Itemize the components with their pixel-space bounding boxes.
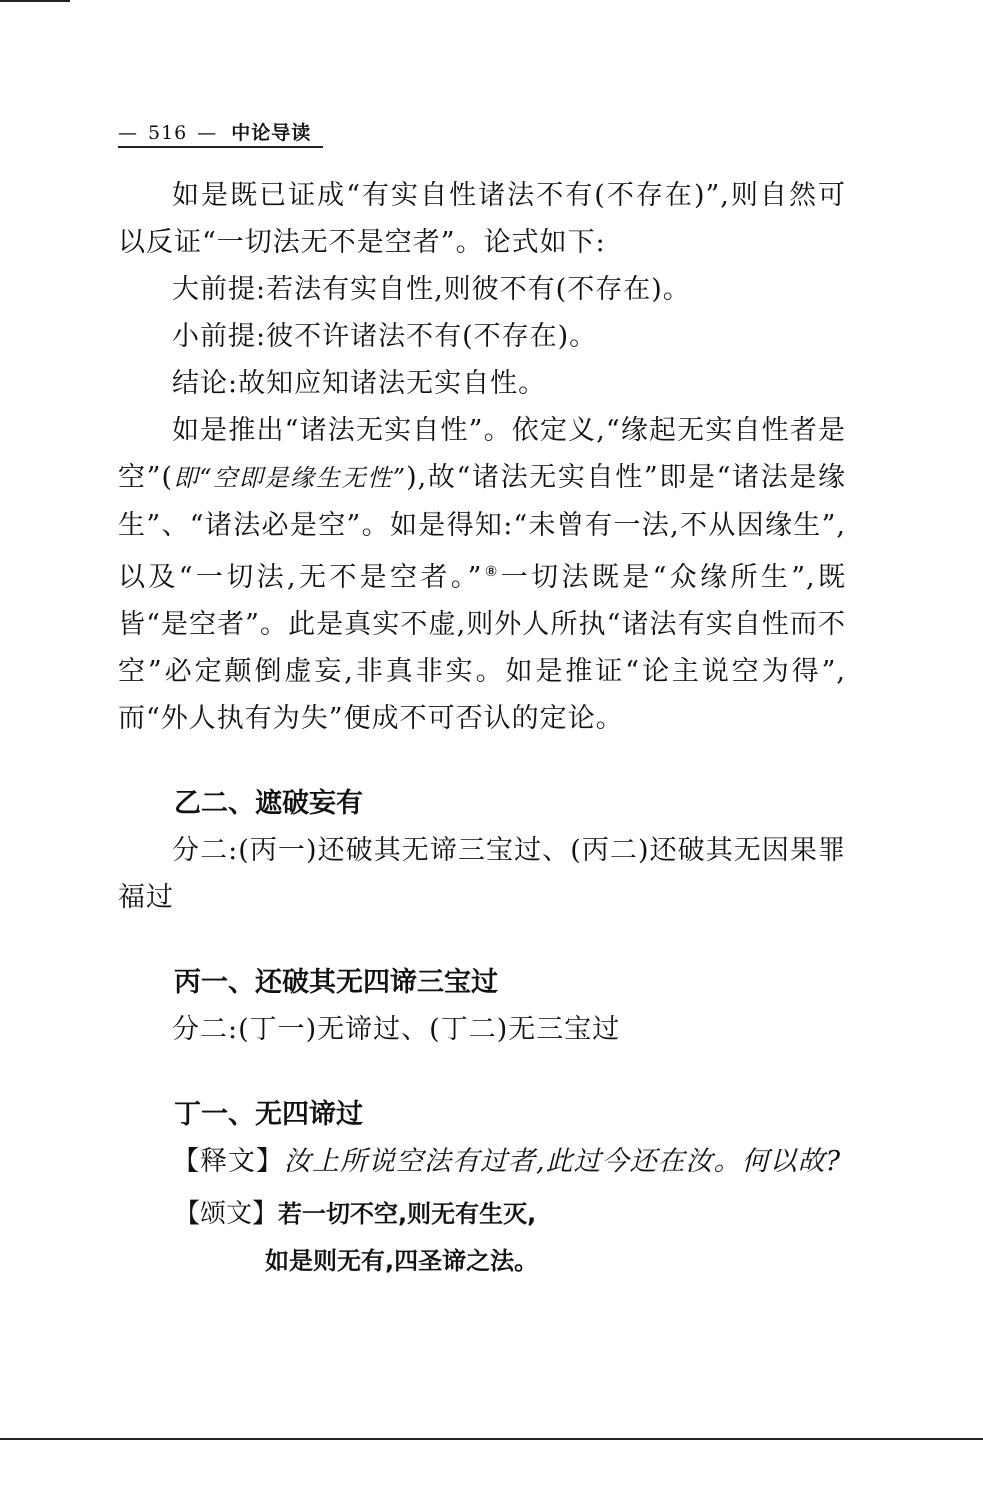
book-title: 中论导读 (231, 122, 312, 144)
paragraph-argument-part-a: 如是推出“诸法无实自性”。依定义,“缘起无实自性者是空”( (118, 415, 846, 493)
section-body-bing-yi: 分二:(丁一)无谛过、(丁二)无三宝过 (172, 1014, 621, 1045)
header-dash-right: — (197, 122, 218, 144)
bottom-edge-rule (0, 1438, 983, 1440)
spacer (118, 921, 846, 959)
paragraph-argument-italic: 即“空即是缘生无性” (173, 464, 407, 492)
section-heading-yi-er: 乙二、遮破妄有 (174, 788, 363, 819)
section-heading-bing-yi: 丙一、还破其无四谛三宝过 (174, 967, 498, 998)
spacer (118, 1053, 846, 1091)
paragraph-intro: 如是既已证成“有实自性诸法不有(不存在)”,则自然可以反证“一切法无不是空者”。论式如下: (118, 180, 846, 258)
header-underline (118, 146, 323, 148)
shiwen-text: 汝上所说空法有过者,此过今还在汝。何以故? (284, 1146, 842, 1177)
shiwen-paragraph (118, 1138, 846, 1185)
paragraph-argument-part-c: 一切法既是“众缘所生”,既皆“是空者”。此是真实不虚,则外人所执“诸法有实自性而不空”必定颠倒虚妄,非真非实。如是推证“论主说空为得”,而“外人执有为失”便成不可否认的定论。 (118, 562, 846, 734)
section-heading-ding-yi: 丁一、无四谛过 (174, 1099, 363, 1130)
paragraph-argument-part-b: ),故“诸法无实自性”即是“诸法是缘生”、“诸法必是空”。如是得知:“未曾有一法,不从因缘生”,以及“一切法,无不是空者。” (118, 462, 847, 593)
footnote-marker: ⑧ (482, 564, 501, 580)
header-dash-left: — (118, 122, 138, 144)
conclusion: 结论:故知应知诸法无实自性。 (172, 368, 547, 399)
top-edge-rule (0, 0, 70, 2)
section-body-yi-er: 分二:(丙一)还破其无谛三宝过、(丙二)还破其无因果罪福过 (118, 835, 846, 913)
songwen-line-1-text: 若一切不空,则无有生灭, (278, 1200, 537, 1228)
paragraph-argument (118, 407, 846, 742)
shiwen-tag: 【释文】 (172, 1146, 284, 1177)
songwen-tag: 【颂文】 (174, 1199, 279, 1229)
minor-premise: 小前提:彼不许诸法不有(不存在)。 (172, 321, 598, 352)
spacer (118, 742, 846, 780)
major-premise: 大前提:若法有实自性,则彼不有(不存在)。 (172, 274, 691, 305)
songwen-line-1 (118, 1191, 846, 1238)
page-body (118, 172, 846, 1285)
songwen-line-2: 如是则无有,四圣谛之法。 (265, 1247, 539, 1275)
running-header (118, 118, 311, 145)
page-number: 516 (148, 122, 188, 144)
